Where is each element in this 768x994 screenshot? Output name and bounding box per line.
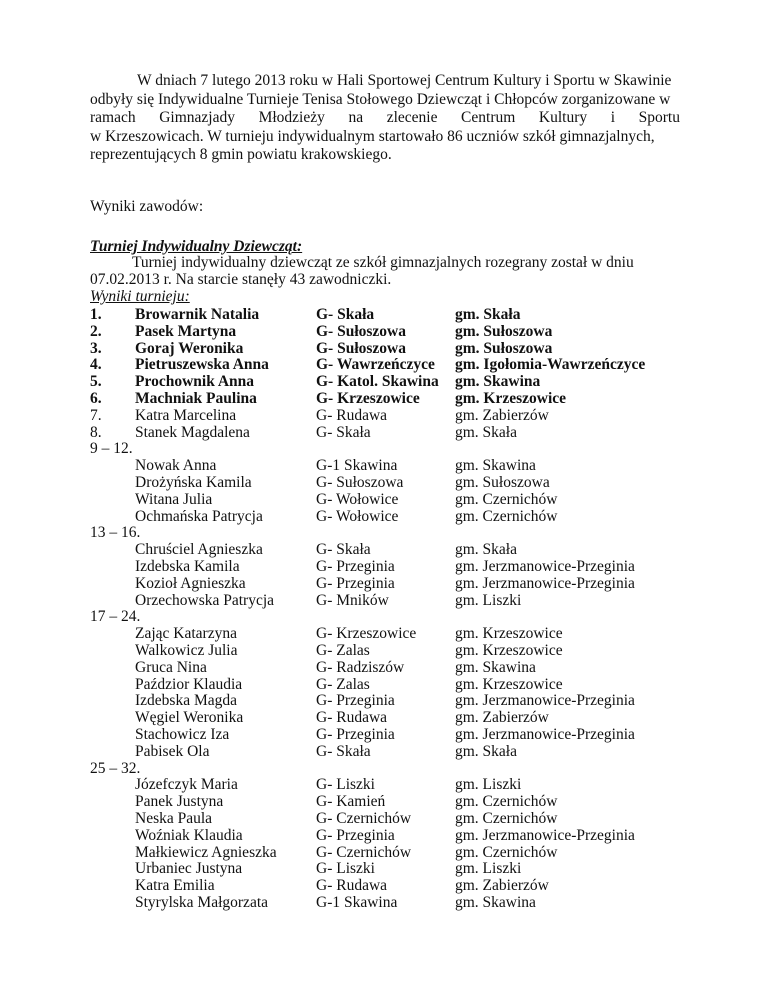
intro-word: i [610, 109, 616, 126]
intro-word: Centrum [461, 109, 516, 126]
results-subtitle: Wyniki turnieju: [90, 288, 190, 305]
result-row [90, 810, 730, 828]
municipality: gm. Skawina [455, 373, 541, 391]
municipality: gm. Krzeszowice [455, 625, 563, 643]
school-name: G- Radziszów [316, 658, 405, 676]
intro-line: w Krzeszowicach. W turnieju indywidualnym startowało 86 uczniów szkół gimnazjalnych, [90, 127, 655, 145]
player-name: Styrylska Małgorzata [135, 894, 269, 911]
school-name: G- Skała [316, 541, 371, 559]
player-name: Pasek Martyna [135, 322, 237, 340]
player-name: Pietruszewska Anna [135, 356, 269, 374]
school-name: G- Wawrzeńczyce [316, 356, 435, 374]
intro-paragraph [90, 72, 680, 165]
section-title: Turniej Indywidualny Dziewcząt: [90, 238, 303, 255]
municipality: gm. Zabierzów [455, 877, 549, 895]
player-name: Prochownik Anna [135, 373, 255, 391]
municipality: gm. Skawina [455, 658, 536, 676]
result-row [90, 558, 730, 576]
municipality: gm. Skała [455, 541, 517, 559]
school-name: G- Liszki [316, 776, 375, 794]
result-row [90, 491, 730, 509]
player-name: Browarnik Natalia [135, 306, 260, 323]
result-row [90, 827, 730, 845]
municipality: gm. Zabierzów [455, 406, 549, 424]
player-name: Walkowicz Julia [135, 642, 238, 659]
municipality: gm. Krzeszowice [455, 642, 563, 659]
municipality: gm. Skała [455, 742, 517, 760]
player-name: Stachowicz Iza [135, 726, 230, 743]
municipality: gm. Czernichów [455, 843, 558, 861]
school-name: G- Czernichów [316, 843, 412, 861]
result-row [90, 575, 730, 593]
section-desc-line: Turniej indywidualny dziewcząt ze szkół gimnazjalnych rozegrany został w dniu [132, 254, 634, 271]
player-name: Nowak Anna [135, 457, 217, 475]
school-name: G- Sułoszowa [316, 339, 406, 357]
player-name: Katra Emilia [135, 877, 215, 895]
school-name: G- Katol. Skawina [316, 373, 439, 391]
municipality: gm. Sułoszowa [455, 322, 553, 340]
place-number: 5. [90, 373, 102, 391]
place-number: 3. [90, 339, 102, 357]
player-name: Ochmańska Patrycja [135, 507, 263, 525]
place-range-label: 17 – 24. [90, 608, 141, 626]
municipality: gm. Skała [455, 423, 517, 441]
municipality: gm. Czernichów [455, 810, 558, 827]
result-row [90, 776, 730, 794]
intro-justified-line [90, 109, 680, 128]
intro-line: reprezentujących 8 gmin powiatu krakowskiego. [90, 146, 392, 163]
school-name: G- Przeginia [316, 826, 395, 844]
result-row [90, 592, 730, 610]
school-name: G- Czernichów [316, 810, 412, 827]
player-name: Chruściel Agnieszka [135, 541, 263, 559]
result-row [90, 373, 730, 391]
result-row [90, 844, 730, 862]
player-name: Izdebska Kamila [135, 558, 240, 575]
player-name: Urbaniec Justyna [135, 860, 243, 878]
school-name: G- Mników [316, 591, 389, 609]
place-range-label: 9 – 12. [90, 440, 133, 458]
result-row [90, 894, 730, 912]
section-desc-line: 07.02.2013 r. Na starcie stanęły 43 zawodniczki. [90, 271, 392, 288]
result-row [90, 743, 730, 761]
result-row [90, 625, 730, 643]
result-row [90, 692, 730, 710]
place-number: 4. [90, 356, 102, 374]
school-name: G-1 Skawina [316, 894, 398, 911]
player-name: Neska Paula [135, 810, 213, 827]
municipality: gm. Igołomia-Wawrzeńczyce [455, 356, 646, 374]
player-name: Witana Julia [135, 490, 213, 508]
result-row [90, 508, 730, 526]
player-name: Węgiel Weronika [135, 709, 244, 727]
school-name: G- Krzeszowice [316, 390, 420, 407]
player-name: Katra Marcelina [135, 406, 237, 424]
intro-line: W dniach 7 lutego 2013 roku w Hali Sportowej Centrum Kultury i Sportu w Skawinie [137, 72, 672, 89]
player-name: Izdebska Magda [135, 692, 237, 710]
municipality: gm. Skawina [455, 894, 536, 911]
school-name: G- Sułoszowa [316, 322, 406, 340]
player-name: Małkiewicz Agnieszka [135, 843, 277, 861]
result-row [90, 340, 730, 358]
school-name: G- Rudawa [316, 877, 388, 895]
result-row [90, 676, 730, 694]
place-number: 1. [90, 306, 102, 323]
place-number: 7. [90, 406, 102, 424]
municipality: gm. Liszki [455, 591, 522, 609]
result-row [90, 474, 730, 492]
player-name: Stanek Magdalena [135, 423, 250, 441]
player-name: Orzechowska Patrycja [135, 591, 275, 609]
school-name: G- Przeginia [316, 726, 395, 743]
result-row [90, 877, 730, 895]
municipality: gm. Jerzmanowice-Przeginia [455, 826, 635, 844]
municipality: gm. Skawina [455, 457, 536, 475]
result-row [90, 306, 730, 324]
intro-word: ramach [90, 109, 136, 126]
result-row [90, 390, 730, 408]
municipality: gm. Krzeszowice [455, 675, 563, 693]
intro-word: Gimnazjady [159, 109, 235, 126]
school-name: G- Zalas [316, 642, 370, 659]
school-name: G- Przeginia [316, 574, 395, 592]
player-name: Panek Justyna [135, 793, 224, 811]
result-row [90, 407, 730, 425]
municipality: gm. Skała [455, 306, 521, 323]
intro-word: na [348, 109, 364, 126]
intro-line: odbyły się Indywidualne Turnieje Tenisa Stołowego Dziewcząt i Chłopców zorganizowane w [90, 90, 671, 108]
school-name: G- Krzeszowice [316, 625, 417, 643]
player-name: Goraj Weronika [135, 339, 244, 357]
player-name: Paździor Klaudia [135, 675, 243, 693]
result-row [90, 709, 730, 727]
player-name: Pabisek Ola [135, 742, 210, 760]
municipality: gm. Jerzmanowice-Przeginia [455, 692, 635, 710]
place-number: 6. [90, 390, 102, 407]
school-name: G- Sułoszowa [316, 474, 404, 491]
player-name: Woźniak Klaudia [135, 826, 243, 844]
result-row [90, 541, 730, 559]
municipality: gm. Sułoszowa [455, 339, 553, 357]
school-name: G- Rudawa [316, 406, 388, 424]
municipality: gm. Sułoszowa [455, 474, 550, 491]
school-name: G-1 Skawina [316, 457, 398, 475]
place-range-label: 13 – 16. [90, 524, 141, 542]
result-row [90, 323, 730, 341]
player-name: Kozioł Agnieszka [135, 574, 246, 592]
school-name: G- Wołowice [316, 507, 399, 525]
result-row [90, 659, 730, 677]
municipality: gm. Krzeszowice [455, 390, 567, 407]
municipality: gm. Jerzmanowice-Przeginia [455, 574, 635, 592]
municipality: gm. Liszki [455, 860, 522, 878]
municipality: gm. Liszki [455, 776, 522, 794]
result-row [90, 726, 730, 744]
school-name: G- Zalas [316, 675, 370, 693]
municipality: gm. Jerzmanowice-Przeginia [455, 726, 635, 743]
result-row [90, 793, 730, 811]
intro-word: Sportu [638, 109, 680, 126]
school-name: G- Skała [316, 742, 371, 760]
school-name: G- Kamień [316, 793, 386, 811]
municipality: gm. Czernichów [455, 793, 558, 811]
result-row [90, 642, 730, 660]
result-row [90, 356, 730, 374]
school-name: G- Przeginia [316, 558, 395, 575]
municipality: gm. Czernichów [455, 490, 558, 508]
school-name: G- Skała [316, 306, 375, 323]
results-heading: Wyniki zawodów: [90, 198, 204, 215]
result-row [90, 424, 730, 442]
place-number: 8. [90, 423, 102, 441]
place-number: 2. [90, 322, 102, 340]
intro-word: Kultury [538, 109, 588, 126]
intro-word: Młodzieży [258, 109, 325, 126]
result-row [90, 457, 730, 475]
school-name: G- Skała [316, 423, 371, 441]
municipality: gm. Jerzmanowice-Przeginia [455, 558, 635, 575]
player-name: Zając Katarzyna [135, 625, 237, 643]
intro-word: zlecenie [386, 109, 438, 126]
player-name: Józefczyk Maria [135, 776, 238, 794]
player-name: Drożyńska Kamila [135, 474, 252, 491]
place-range-label: 25 – 32. [90, 759, 141, 777]
result-row [90, 860, 730, 878]
school-name: G- Przeginia [316, 692, 395, 710]
municipality: gm. Zabierzów [455, 709, 549, 727]
player-name: Gruca Nina [135, 658, 207, 676]
municipality: gm. Czernichów [455, 507, 558, 525]
player-name: Machniak Paulina [135, 390, 257, 407]
school-name: G- Wołowice [316, 490, 399, 508]
school-name: G- Liszki [316, 860, 375, 878]
school-name: G- Rudawa [316, 709, 388, 727]
